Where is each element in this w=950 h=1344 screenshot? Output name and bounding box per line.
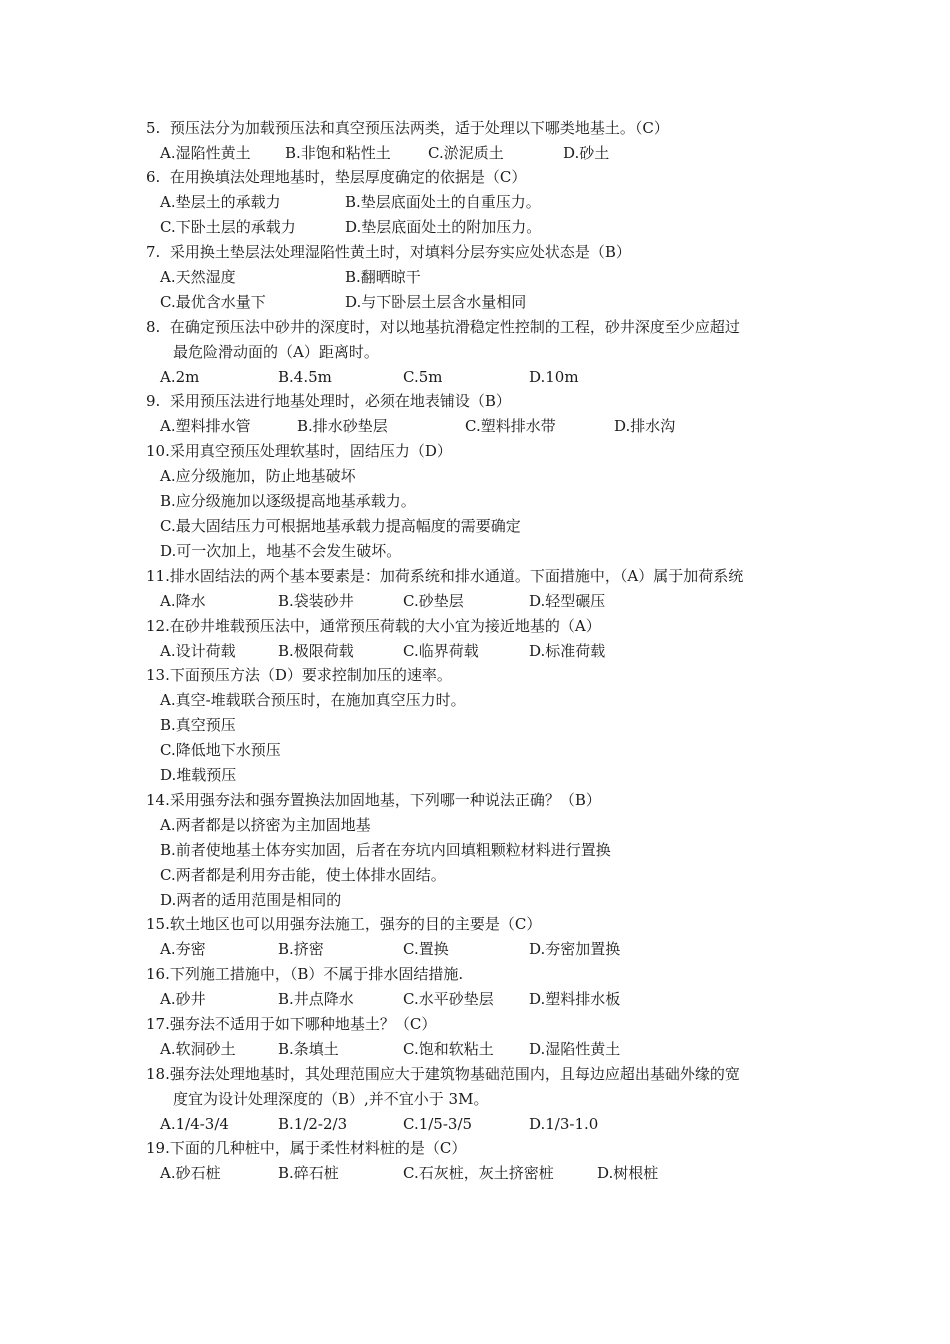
option-9a: A.塑料排水管 bbox=[160, 417, 251, 435]
option-10a: A.应分级施加，防止地基破坏 bbox=[160, 467, 356, 485]
option-6c: C.下卧土层的承载力 bbox=[160, 218, 296, 236]
question-8-stem-cont: 最危险滑动面的（A）距离时。 bbox=[173, 343, 379, 361]
question-19-stem: 19.下面的几种桩中，属于柔性材料桩的是（C） bbox=[146, 1139, 467, 1157]
option-9c: C.塑料排水带 bbox=[465, 417, 556, 435]
option-7d: D.与下卧层土层含水量相同 bbox=[345, 293, 527, 311]
question-12-stem: 12.在砂井堆载预压法中，通常预压荷载的大小宜为接近地基的（A） bbox=[146, 617, 601, 635]
question-16-stem: 16.下列施工措施中，（B）不属于排水固结措施. bbox=[146, 965, 464, 983]
question-13-stem: 13.下面预压方法（D）要求控制加压的速率。 bbox=[146, 666, 452, 684]
question-7-stem: 7. 采用换土垫层法处理湿陷性黄土时，对填料分层夯实应处状态是（B） bbox=[146, 243, 631, 261]
option-6d: D.垫层底面处土的附加压力。 bbox=[345, 218, 542, 236]
option-5a: A.湿陷性黄土 bbox=[160, 144, 251, 162]
option-11b: B.袋装砂井 bbox=[278, 592, 354, 610]
option-9b: B.排水砂垫层 bbox=[297, 417, 388, 435]
option-14d: D.两者的适用范围是相同的 bbox=[160, 891, 342, 909]
question-6-stem: 6. 在用换填法处理地基时，垫层厚度确定的依据是（C） bbox=[146, 168, 527, 186]
option-13d: D.堆载预压 bbox=[160, 766, 237, 784]
option-16d: D.塑料排水板 bbox=[529, 990, 621, 1008]
option-16a: A.砂井 bbox=[160, 990, 206, 1008]
option-8b: B.4.5m bbox=[278, 368, 332, 386]
option-18a: A.1/4-3/4 bbox=[160, 1115, 229, 1133]
option-12b: B.极限荷载 bbox=[278, 642, 354, 660]
option-10d: D.可一次加上，地基不会发生破坏。 bbox=[160, 542, 402, 560]
option-14c: C.两者都是利用夯击能，使土体排水固结。 bbox=[160, 866, 446, 884]
option-19b: B.碎石桩 bbox=[278, 1164, 339, 1182]
option-18c: C.1/5-3/5 bbox=[403, 1115, 473, 1133]
option-10b: B.应分级施加以逐级提高地基承载力。 bbox=[160, 492, 416, 510]
option-6b: B.垫层底面处土的自重压力。 bbox=[345, 193, 541, 211]
option-11c: C.砂垫层 bbox=[403, 592, 464, 610]
option-12c: C.临界荷载 bbox=[403, 642, 479, 660]
option-17a: A.软洞砂土 bbox=[160, 1040, 236, 1058]
question-18-stem: 18.强夯法处理地基时，其处理范围应大于建筑物基础范围内，且每边应超出基础外缘的宽 bbox=[146, 1065, 740, 1083]
option-5d: D.砂土 bbox=[563, 144, 610, 162]
option-15a: A.夯密 bbox=[160, 940, 206, 958]
option-9d: D.排水沟 bbox=[614, 417, 676, 435]
question-8-stem: 8. 在确定预压法中砂井的深度时，对以地基抗滑稳定性控制的工程，砂井深度至少应超过 bbox=[146, 318, 740, 336]
option-13b: B.真空预压 bbox=[160, 716, 236, 734]
option-16c: C.水平砂垫层 bbox=[403, 990, 494, 1008]
option-16b: B.井点降水 bbox=[278, 990, 354, 1008]
option-19a: A.砂石桩 bbox=[160, 1164, 221, 1182]
option-10c: C.最大固结压力可根据地基承载力提高幅度的需要确定 bbox=[160, 517, 521, 535]
option-15b: B.挤密 bbox=[278, 940, 324, 958]
option-5c: C.淤泥质土 bbox=[428, 144, 504, 162]
option-7b: B.翻晒晾干 bbox=[345, 268, 421, 286]
option-17c: C.饱和软粘土 bbox=[403, 1040, 494, 1058]
option-17d: D.湿陷性黄土 bbox=[529, 1040, 621, 1058]
option-13a: A.真空-堆载联合预压时，在施加真空压力时。 bbox=[160, 691, 466, 709]
option-12a: A.设计荷载 bbox=[160, 642, 236, 660]
option-14a: A.两者都是以挤密为主加固地基 bbox=[160, 816, 371, 834]
question-5-stem: 5. 预压法分为加载预压法和真空预压法两类，适于处理以下哪类地基土。（C） bbox=[146, 119, 669, 137]
question-9-stem: 9. 采用预压法进行地基处理时，必须在地表铺设（B） bbox=[146, 392, 511, 410]
option-7c: C.最优含水量下 bbox=[160, 293, 266, 311]
question-18-stem-cont: 度宜为设计处理深度的（B）,并不宜小于 3M。 bbox=[173, 1090, 489, 1108]
option-5b: B.非饱和粘性土 bbox=[285, 144, 391, 162]
question-17-stem: 17.强夯法不适用于如下哪种地基土？（C） bbox=[146, 1015, 437, 1033]
option-15d: D.夯密加置换 bbox=[529, 940, 621, 958]
option-6a: A.垫层土的承载力 bbox=[160, 193, 281, 211]
option-12d: D.标准荷载 bbox=[529, 642, 606, 660]
option-19c: C.石灰桩，灰土挤密桩 bbox=[403, 1164, 554, 1182]
option-17b: B.条填土 bbox=[278, 1040, 339, 1058]
option-15c: C.置换 bbox=[403, 940, 449, 958]
option-8c: C.5m bbox=[403, 368, 443, 386]
option-8d: D.10m bbox=[529, 368, 579, 386]
option-11a: A.降水 bbox=[160, 592, 206, 610]
option-19d: D.树根桩 bbox=[597, 1164, 659, 1182]
question-14-stem: 14.采用强夯法和强夯置换法加固地基，下列哪一种说法正确？（B） bbox=[146, 791, 601, 809]
option-11d: D.轻型碾压 bbox=[529, 592, 606, 610]
option-7a: A.天然湿度 bbox=[160, 268, 236, 286]
option-8a: A.2m bbox=[160, 368, 200, 386]
option-18b: B.1/2-2/3 bbox=[278, 1115, 348, 1133]
question-10-stem: 10.采用真空预压处理软基时，固结压力（D） bbox=[146, 442, 452, 460]
option-13c: C.降低地下水预压 bbox=[160, 741, 281, 759]
question-11-stem: 11.排水固结法的两个基本要素是：加荷系统和排水通道。下面措施中，（A）属于加荷系统 bbox=[146, 567, 744, 585]
option-14b: B.前者使地基土体夯实加固，后者在夯坑内回填粗颗粒材料进行置换 bbox=[160, 841, 611, 859]
option-18d: D.1/3-1.0 bbox=[529, 1115, 599, 1133]
question-15-stem: 15.软土地区也可以用强夯法施工，强夯的目的主要是（C） bbox=[146, 915, 542, 933]
